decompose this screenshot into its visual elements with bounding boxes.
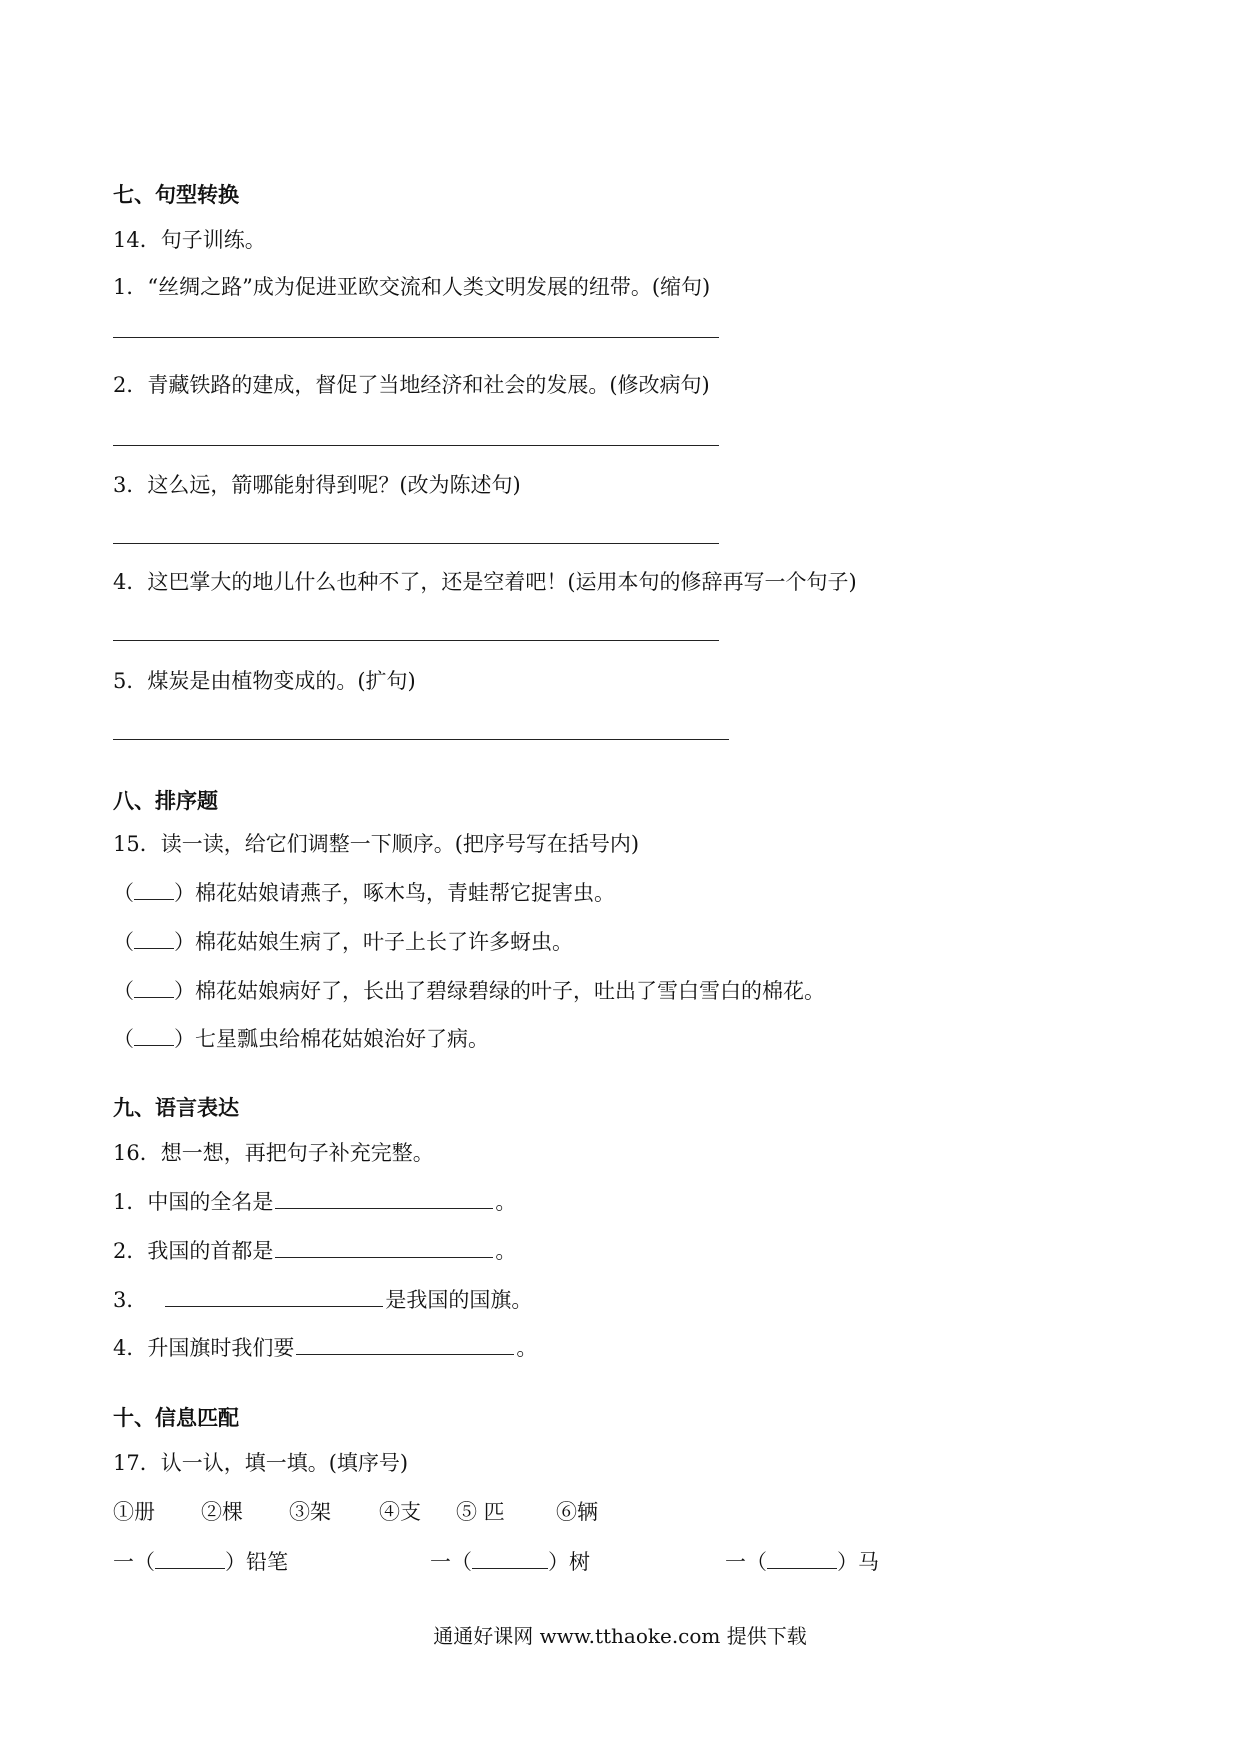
question-15: 15．读一读，给它们调整一下顺序。(把序号写在括号内): [113, 832, 640, 856]
q14-item-5: 5．煤炭是由植物变成的。(扩句): [113, 669, 416, 693]
match-noun: 树: [569, 1550, 590, 1574]
fill-item-text: 4．升国旗时我们要: [113, 1336, 295, 1360]
answer-line-2[interactable]: [113, 445, 719, 446]
close-paren: ）: [174, 881, 195, 905]
option-item: ③架: [289, 1500, 331, 1524]
order-blank[interactable]: [134, 877, 174, 900]
match-fill-1: [113, 1546, 288, 1577]
option-item: ④支: [379, 1500, 421, 1524]
close-paren: ）: [174, 930, 195, 954]
answer-line-4[interactable]: [113, 640, 719, 641]
order-item: [113, 1023, 489, 1054]
close-paren: ）: [174, 979, 195, 1003]
order-item-text: 棉花姑娘请燕子，啄木鸟，青蛙帮它捉害虫。: [195, 881, 615, 905]
q14-item-2: 2．青藏铁路的建成，督促了当地经济和社会的发展。(修改病句): [113, 373, 710, 397]
order-item: [113, 877, 615, 908]
match-noun: 铅笔: [246, 1550, 288, 1574]
option-item: ②棵: [201, 1500, 243, 1524]
order-item-text: 棉花姑娘病好了，长出了碧绿碧绿的叶子，吐出了雪白雪白的棉花。: [195, 979, 825, 1003]
match-prefix: 一（: [113, 1550, 155, 1574]
fill-item-3: [113, 1284, 532, 1315]
fill-item-text: 3．: [113, 1288, 148, 1312]
fill-item-end: 是我国的国旗。: [385, 1288, 533, 1312]
match-noun: 马: [858, 1550, 879, 1574]
match-fill-3: [725, 1546, 879, 1577]
fill-item-4: [113, 1332, 537, 1363]
option-item: ⑥辆: [556, 1500, 598, 1524]
question-16: 16．想一想，再把句子补充完整。: [113, 1141, 434, 1165]
close-paren: ）: [174, 1027, 195, 1051]
match-blank[interactable]: [767, 1546, 837, 1569]
answer-line-3[interactable]: [113, 543, 719, 544]
fill-item-1: [113, 1186, 516, 1217]
option-item: ⑤ 匹: [456, 1500, 505, 1524]
match-close: ）: [837, 1550, 858, 1574]
order-blank[interactable]: [134, 926, 174, 949]
option-list: [113, 1497, 598, 1527]
fill-blank[interactable]: [165, 1284, 383, 1307]
open-paren: （: [113, 881, 134, 905]
match-close: ）: [225, 1550, 246, 1574]
match-close: ）: [548, 1550, 569, 1574]
fill-blank[interactable]: [296, 1332, 514, 1355]
fill-item-end: 。: [495, 1239, 517, 1263]
open-paren: （: [113, 1027, 134, 1051]
fill-item-text: 2．我国的首都是: [113, 1239, 274, 1263]
order-blank[interactable]: [134, 975, 174, 998]
answer-line-1[interactable]: [113, 337, 719, 338]
match-prefix: 一（: [725, 1550, 767, 1574]
section-heading-8: 八、排序题: [113, 789, 218, 813]
order-item-text: 棉花姑娘生病了，叶子上长了许多蚜虫。: [195, 930, 573, 954]
fill-blank[interactable]: [275, 1235, 493, 1258]
order-item: [113, 926, 573, 957]
open-paren: （: [113, 930, 134, 954]
q14-item-3: 3．这么远，箭哪能射得到呢？(改为陈述句): [113, 473, 521, 497]
fill-item-2: [113, 1235, 516, 1266]
match-fill-2: [430, 1546, 590, 1577]
fill-item-end: 。: [495, 1190, 517, 1214]
fill-blank[interactable]: [275, 1186, 493, 1209]
order-item: [113, 975, 825, 1006]
match-prefix: 一（: [430, 1550, 472, 1574]
section-heading-10: 十、信息匹配: [113, 1406, 239, 1430]
answer-line-5[interactable]: [113, 739, 729, 740]
match-blank[interactable]: [155, 1546, 225, 1569]
match-blank[interactable]: [472, 1546, 548, 1569]
order-blank[interactable]: [134, 1023, 174, 1046]
open-paren: （: [113, 979, 134, 1003]
question-17: 17．认一认，填一填。(填序号): [113, 1451, 409, 1475]
q14-item-1: 1．“丝绸之路”成为促进亚欧交流和人类文明发展的纽带。(缩句): [113, 275, 711, 299]
q14-item-4: 4．这巴掌大的地儿什么也种不了，还是空着吧！(运用本句的修辞再写一个句子): [113, 570, 857, 594]
section-heading-7: 七、句型转换: [113, 183, 239, 207]
footer-text: 通通好课网 www.tthaoke.com 提供下载: [433, 1624, 807, 1648]
order-item-text: 七星瓢虫给棉花姑娘治好了病。: [195, 1027, 489, 1051]
option-item: ①册: [113, 1500, 155, 1524]
fill-item-end: 。: [516, 1336, 538, 1360]
question-14: 14．句子训练。: [113, 228, 266, 252]
fill-item-text: 1．中国的全名是: [113, 1190, 274, 1214]
section-heading-9: 九、语言表达: [113, 1096, 239, 1120]
